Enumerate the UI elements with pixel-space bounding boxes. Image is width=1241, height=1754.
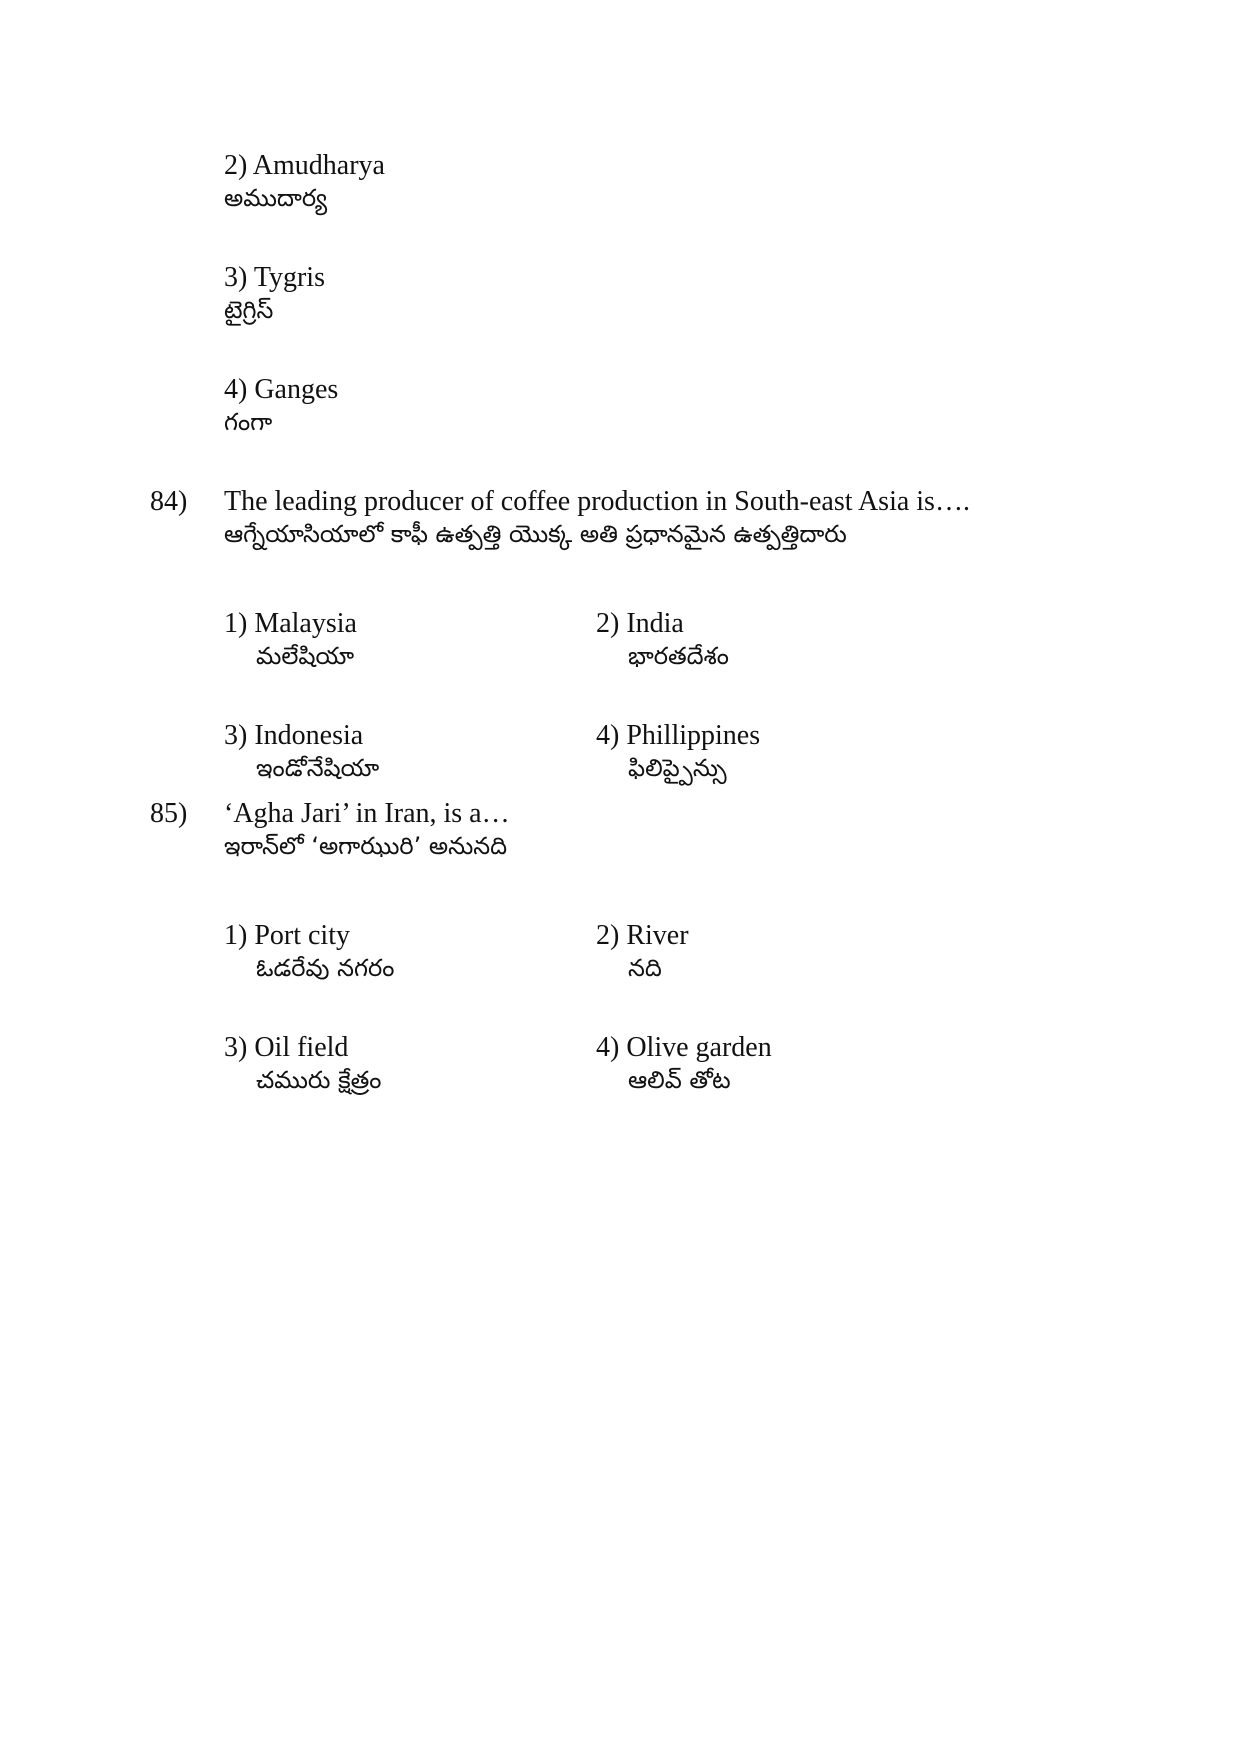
option-label-te: ఓడరేవు నగరం: [256, 954, 395, 982]
question-text-te: ఆగ్నేయాసియాలో కాఫీ ఉత్పత్తి యొక్క అతి ప్రధానమైన ఉత్పత్తిదారు: [224, 520, 847, 548]
q85-option-4: [596, 1032, 772, 1096]
option-label-en: 3) Indonesia: [224, 720, 364, 751]
option-label-te: టైగ్రిస్: [224, 296, 274, 324]
question-text-en: The leading producer of coffee production in South-east Asia is….: [224, 486, 970, 517]
question-text-en: ‘Agha Jari’ in Iran, is a…: [224, 798, 510, 829]
option-label-te: నది: [628, 954, 662, 982]
question-number-84: 84): [150, 486, 188, 517]
question-text-te: ఇరాన్‌లో ‘అగాఝురి’ అనునది: [224, 832, 508, 860]
question-84-text: [224, 486, 970, 550]
q85-option-2: [596, 920, 689, 984]
option-label-te: భారతదేశం: [628, 642, 729, 670]
question-85-text: [224, 798, 510, 862]
option-label-en: 4) Ganges: [224, 374, 339, 405]
option-4-ganges: [224, 374, 338, 438]
q85-option-3: [224, 1032, 381, 1096]
option-label-te: ఆలివ్ తోట: [628, 1066, 731, 1094]
option-label-en: 2) River: [596, 920, 689, 951]
question-number-85: 85): [150, 798, 188, 829]
option-label-en: 3) Tygris: [224, 262, 325, 293]
option-label-te: ఇండోనేషియా: [256, 754, 380, 782]
option-label-te: మలేషియా: [256, 642, 355, 670]
option-label-en: 2) India: [596, 608, 684, 639]
option-label-te: గంగా: [224, 408, 273, 436]
option-label-te: చమురు క్షేత్రం: [256, 1066, 382, 1094]
option-label-en: 4) Phillippines: [596, 720, 761, 751]
q85-option-1: [224, 920, 394, 984]
q84-option-2: [596, 608, 729, 672]
option-label-en: 1) Malaysia: [224, 608, 357, 639]
q84-option-3: [224, 720, 379, 784]
option-2-amudharya: [224, 150, 385, 214]
option-3-tygris: [224, 262, 325, 326]
q84-option-4: [596, 720, 760, 784]
option-label-te: ఫిలిప్పైన్సు: [628, 754, 727, 782]
option-label-en: 4) Olive garden: [596, 1032, 772, 1063]
option-label-en: 3) Oil field: [224, 1032, 349, 1063]
option-label-te: అముదార్య: [224, 184, 328, 212]
option-label-en: 1) Port city: [224, 920, 350, 951]
option-label-en: 2) Amudharya: [224, 150, 385, 181]
q84-option-1: [224, 608, 357, 672]
